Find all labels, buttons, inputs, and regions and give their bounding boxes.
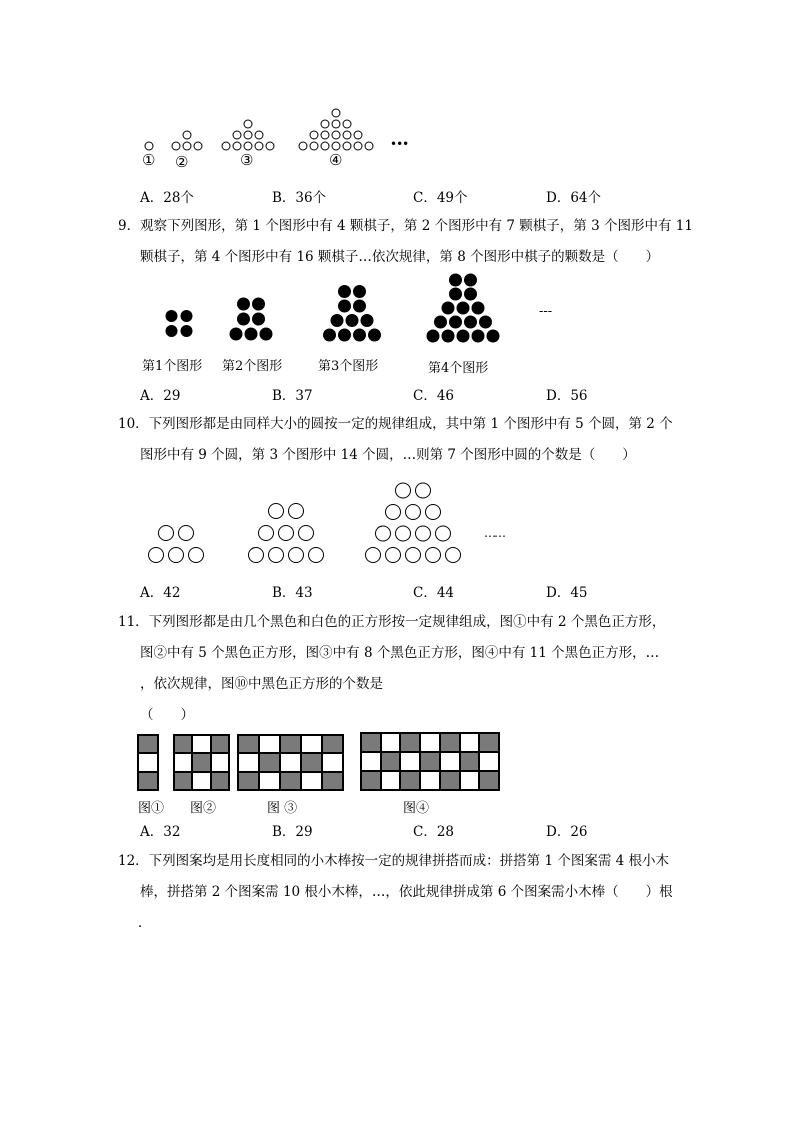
- white-square: [174, 753, 192, 771]
- white-square: [479, 752, 499, 771]
- black-square: [400, 733, 420, 752]
- hollow-circle: [310, 142, 318, 150]
- black-square: [301, 753, 322, 771]
- white-square: [301, 735, 322, 753]
- hollow-circle: [446, 548, 461, 563]
- white-square: [211, 753, 229, 771]
- chess-piece: [487, 330, 500, 343]
- chess-piece: [346, 314, 359, 327]
- q8-option-d[interactable]: D．64个: [546, 190, 602, 206]
- chess-piece: [353, 285, 366, 298]
- hollow-circle: [343, 120, 351, 128]
- q11-figure-label-4: 图④: [403, 801, 430, 816]
- white-square: [138, 753, 158, 771]
- q11-figure-label-2: 图②: [190, 801, 217, 816]
- q8-option-a[interactable]: A．28个: [140, 190, 194, 206]
- chess-piece: [442, 302, 455, 315]
- hollow-circle: [332, 120, 340, 128]
- q12-stem-line-3: ．: [138, 915, 152, 931]
- chess-piece: [181, 310, 193, 322]
- hollow-circle: [149, 548, 164, 563]
- q11-stem-line-2: 图②中有 5 个黑色正方形，图③中有 8 个黑色正方形，图④中有 11 个黑色正方形，…: [140, 645, 660, 661]
- white-square: [361, 752, 381, 771]
- chess-piece: [338, 285, 351, 298]
- black-square: [479, 733, 499, 752]
- white-square: [381, 733, 401, 752]
- chess-piece: [230, 328, 243, 341]
- black-square: [174, 772, 192, 790]
- black-square: [361, 733, 381, 752]
- hollow-circle: [159, 526, 174, 541]
- chess-piece: [479, 316, 492, 329]
- hollow-circle: [269, 504, 284, 519]
- chess-piece: [237, 298, 250, 311]
- q11-option-d[interactable]: D．26: [546, 824, 588, 840]
- hollow-circle: [194, 142, 202, 150]
- white-square: [460, 771, 480, 790]
- q10-option-a[interactable]: A．42: [140, 585, 181, 601]
- q8-option-c[interactable]: C．49个: [413, 190, 468, 206]
- chess-piece: [181, 325, 193, 337]
- hollow-circle: [321, 142, 329, 150]
- chess-piece: [361, 314, 374, 327]
- hollow-circle: [426, 505, 441, 520]
- hollow-circle: [436, 526, 451, 541]
- hollow-circle: [386, 505, 401, 520]
- white-square: [381, 771, 401, 790]
- hollow-circle: [145, 142, 153, 150]
- q8-figure-label-4: ④: [329, 151, 343, 169]
- chess-piece: [353, 300, 366, 313]
- black-square: [280, 735, 301, 753]
- hollow-circle: [255, 142, 263, 150]
- q11-figure-1: [137, 734, 159, 791]
- q8-figure-label-2: ②: [175, 153, 189, 171]
- hollow-circle: [406, 548, 421, 563]
- chess-piece: [457, 302, 470, 315]
- chess-piece: [245, 328, 258, 341]
- chess-piece: [338, 300, 351, 313]
- chess-piece: [237, 313, 250, 326]
- q9-option-b[interactable]: B．37: [272, 388, 313, 404]
- chess-piece: [472, 302, 485, 315]
- chess-piece: [166, 325, 178, 337]
- chess-piece: [442, 330, 455, 343]
- q11-answer-paren: （ ）: [140, 707, 194, 723]
- hollow-circle: [289, 504, 304, 519]
- black-square: [280, 772, 301, 790]
- hollow-circle: [396, 526, 411, 541]
- hollow-circle: [376, 526, 391, 541]
- hollow-circle: [354, 142, 362, 150]
- q11-figure-2: [173, 734, 230, 791]
- q8-figure-label-1: ①: [142, 151, 156, 169]
- black-square: [322, 735, 343, 753]
- q12-stem-line-2: 棒，拼搭第 2 个图案需 10 根小木棒，…，依此规律拼成第 6 个图案需小木棒（ ）根: [140, 884, 673, 900]
- hollow-circle: [244, 120, 252, 128]
- white-square: [192, 772, 210, 790]
- q9-stem-line-2: 颗棋子，第 4 个图形中有 16 颗棋子…依次规律，第 8 个图形中棋子的颗数是（ ）: [140, 249, 660, 265]
- white-square: [420, 771, 440, 790]
- chess-piece: [166, 310, 178, 322]
- hollow-circle: [354, 131, 362, 139]
- black-square: [259, 753, 280, 771]
- hollow-circle: [255, 131, 263, 139]
- q9-chess-figures: [0, 275, 794, 355]
- hollow-circle: [269, 548, 284, 563]
- black-square: [440, 771, 460, 790]
- black-square: [440, 733, 460, 752]
- q9-ellipsis: ---: [539, 304, 553, 319]
- q8-option-b[interactable]: B．36个: [272, 190, 327, 206]
- chess-piece: [323, 329, 336, 342]
- hollow-circle: [386, 548, 401, 563]
- white-square: [301, 772, 322, 790]
- hollow-circle: [179, 526, 194, 541]
- hollow-circle: [309, 548, 324, 563]
- hollow-circle: [299, 142, 307, 150]
- hollow-circle: [343, 142, 351, 150]
- black-square: [138, 772, 158, 790]
- black-square: [211, 772, 229, 790]
- hollow-circle: [366, 548, 381, 563]
- q10-option-c[interactable]: C．44: [413, 585, 455, 601]
- black-square: [322, 772, 343, 790]
- q11-option-b[interactable]: B．29: [272, 824, 313, 840]
- hollow-circle: [169, 548, 184, 563]
- black-square: [138, 735, 158, 753]
- hollow-circle: [244, 131, 252, 139]
- q8-figure-label-3: ③: [240, 151, 254, 169]
- white-square: [280, 753, 301, 771]
- hollow-circle: [259, 526, 274, 541]
- black-square: [479, 771, 499, 790]
- q9-option-d[interactable]: D．56: [546, 388, 588, 404]
- q11-figure-label-1: 图①: [138, 801, 165, 816]
- chess-piece: [252, 313, 265, 326]
- white-square: [238, 753, 259, 771]
- hollow-circle: [396, 483, 411, 498]
- chess-piece: [449, 274, 462, 287]
- chess-piece: [260, 328, 273, 341]
- hollow-circle: [426, 548, 441, 563]
- q9-option-c[interactable]: C．46: [413, 388, 455, 404]
- white-square: [400, 752, 420, 771]
- q11-figure-3: [237, 734, 344, 791]
- white-square: [440, 752, 460, 771]
- q10-circle-figures: [0, 475, 794, 585]
- hollow-circle: [289, 548, 304, 563]
- q9-figure-label-2: 第2个图形: [222, 359, 283, 374]
- q11-option-a[interactable]: A．32: [140, 824, 181, 840]
- chess-piece: [252, 298, 265, 311]
- q11-figure-4: [360, 732, 500, 791]
- hollow-circle: [332, 109, 340, 117]
- hollow-circle: [183, 142, 191, 150]
- white-square: [259, 772, 280, 790]
- black-square: [238, 772, 259, 790]
- black-square: [361, 771, 381, 790]
- q11-stem-line-3: ，依次规律，图⑩中黑色正方形的个数是: [140, 676, 383, 692]
- q8-circle-figures: [0, 0, 794, 200]
- black-square: [420, 752, 440, 771]
- hollow-circle: [233, 131, 241, 139]
- hollow-circle: [332, 131, 340, 139]
- hollow-circle: [183, 131, 191, 139]
- hollow-circle: [244, 142, 252, 150]
- chess-piece: [353, 329, 366, 342]
- hollow-circle: [279, 526, 294, 541]
- hollow-circle: [416, 483, 431, 498]
- q10-option-d[interactable]: D．45: [546, 585, 588, 601]
- q10-ellipsis: ……: [484, 526, 504, 540]
- chess-piece: [449, 316, 462, 329]
- q11-option-c[interactable]: C．28: [413, 824, 455, 840]
- hollow-circle: [249, 548, 264, 563]
- chess-piece: [434, 316, 447, 329]
- q9-option-a[interactable]: A．29: [140, 388, 181, 404]
- chess-piece: [464, 316, 477, 329]
- white-square: [420, 733, 440, 752]
- hollow-circle: [416, 526, 431, 541]
- q9-figure-label-3: 第3个图形: [318, 359, 379, 374]
- white-square: [259, 735, 280, 753]
- hollow-circle: [222, 142, 230, 150]
- hollow-circle: [172, 142, 180, 150]
- chess-piece: [457, 330, 470, 343]
- q9-stem-line-1: 9．观察下列图形，第 1 个图形中有 4 颗棋子，第 2 个图形中有 7 颗棋子，第 3 个图形中有 11: [118, 218, 693, 234]
- hollow-circle: [310, 131, 318, 139]
- hollow-circle: [406, 505, 421, 520]
- black-square: [400, 771, 420, 790]
- chess-piece: [338, 329, 351, 342]
- hollow-circle: [365, 142, 373, 150]
- q10-option-b[interactable]: B．43: [272, 585, 313, 601]
- hollow-circle: [343, 131, 351, 139]
- white-square: [322, 753, 343, 771]
- q8-ellipsis: •••: [390, 137, 409, 151]
- black-square: [238, 735, 259, 753]
- black-square: [211, 735, 229, 753]
- chess-piece: [427, 330, 440, 343]
- q11-stem-line-1: 11．下列图形都是由几个黑色和白色的正方形按一定规律组成，图①中有 2 个黑色正方形，: [118, 614, 666, 630]
- chess-piece: [368, 329, 381, 342]
- hollow-circle: [321, 131, 329, 139]
- chess-piece: [464, 288, 477, 301]
- black-square: [174, 735, 192, 753]
- black-square: [192, 753, 210, 771]
- chess-piece: [464, 274, 477, 287]
- hollow-circle: [233, 142, 241, 150]
- hollow-circle: [332, 142, 340, 150]
- q9-figure-label-4: 第4个图形: [428, 361, 489, 376]
- white-square: [192, 735, 210, 753]
- q9-figure-label-1: 第1个图形: [142, 359, 203, 374]
- white-square: [460, 733, 480, 752]
- q10-stem-line-1: 10．下列图形都是由同样大小的圆按一定的规律组成，其中第 1 个图形中有 5 个圆，第 2 个: [118, 416, 673, 432]
- hollow-circle: [189, 548, 204, 563]
- hollow-circle: [321, 120, 329, 128]
- q11-figure-label-3: 图 ③: [267, 801, 298, 816]
- hollow-circle: [299, 526, 314, 541]
- hollow-circle: [266, 142, 274, 150]
- q12-stem-line-1: 12．下列图案均是用长度相同的小木棒按一定的规律拼搭而成：拼搭第 1 个图案需 4 根小木: [118, 853, 670, 869]
- chess-piece: [472, 330, 485, 343]
- black-square: [381, 752, 401, 771]
- q10-stem-line-2: 图形中有 9 个圆，第 3 个图形中 14 个圆，…则第 7 个图形中圆的个数是（ ）: [140, 447, 636, 463]
- chess-piece: [449, 288, 462, 301]
- chess-piece: [331, 314, 344, 327]
- black-square: [460, 752, 480, 771]
